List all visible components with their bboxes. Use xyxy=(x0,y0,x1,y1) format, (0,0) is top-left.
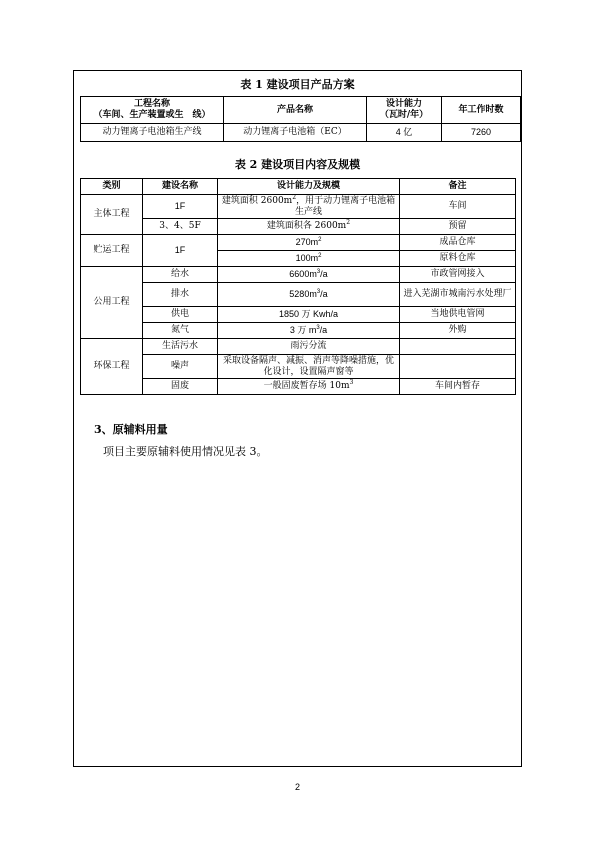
header-remarks: 备注 xyxy=(400,179,516,195)
row-name: 给水 xyxy=(143,267,218,283)
product-table xyxy=(80,96,521,142)
row-note: 车间 xyxy=(400,195,516,219)
row-name: 3、4、5F xyxy=(143,219,218,235)
row-note: 市政管网接入 xyxy=(400,267,516,283)
group-env: 环保工程 xyxy=(81,339,143,395)
section-heading: 3、原辅料用量 xyxy=(94,423,168,436)
row-capacity: 1850 万 Kwh/a xyxy=(218,307,400,323)
row-name: 生活污水 xyxy=(143,339,218,355)
table1-caption: 表 1 建设项目产品方案 xyxy=(240,78,355,91)
header-design-capacity: 设计能力及规模 xyxy=(218,179,400,195)
group-storage: 贮运工程 xyxy=(81,235,143,267)
row-capacity: $270m^2$ xyxy=(218,235,400,251)
row-capacity: $100m^2$ xyxy=(218,251,400,267)
row-note: 车间内暂存 xyxy=(400,379,516,395)
row-note: 当地供电管网 xyxy=(400,307,516,323)
row-name: 1F xyxy=(143,195,218,219)
page-frame xyxy=(73,70,522,767)
header-product-name: 产品名称 xyxy=(224,97,367,124)
cell-project-name: 动力锂离子电池箱生产线 xyxy=(81,124,224,142)
header-category: 类别 xyxy=(81,179,143,195)
row-note xyxy=(400,339,516,355)
row-note: 外购 xyxy=(400,323,516,339)
row-capacity: 雨污分流 xyxy=(218,339,400,355)
group-main: 主体工程 xyxy=(81,195,143,235)
cell-product-name: 动力锂离子电池箱（EC） xyxy=(224,124,367,142)
page-number: 2 xyxy=(294,782,300,792)
cell-work-hours: 7260 xyxy=(442,124,521,142)
row-name: 固废 xyxy=(143,379,218,395)
group-utility: 公用工程 xyxy=(81,267,143,339)
row-name: 排水 xyxy=(143,283,218,307)
header-work-hours: 年工作时数 xyxy=(442,97,521,124)
row-note: 原料仓库 xyxy=(400,251,516,267)
row-name: 1F xyxy=(143,235,218,267)
row-note: 进入芜湖市城南污水处理厂 xyxy=(400,283,516,307)
content-table xyxy=(80,178,516,395)
row-note: 成品仓库 xyxy=(400,235,516,251)
row-capacity: 建筑面积 $2600m^2$，用于动力锂离子电池箱生产线 xyxy=(218,195,400,219)
table2-caption: 表 2 建设项目内容及规模 xyxy=(234,158,361,171)
header-capacity: 设计能力 （瓦时/年） xyxy=(367,97,442,124)
row-capacity: 采取设备隔声、减振、消声等降噪措施，优化设计，设置隔声窗等 xyxy=(218,355,400,379)
body-paragraph: 项目主要原辅料使用情况见表 3。 xyxy=(103,445,268,458)
row-name: 供电 xyxy=(143,307,218,323)
row-capacity: $6600m^3/a$ xyxy=(218,267,400,283)
row-name: 氮气 xyxy=(143,323,218,339)
row-note xyxy=(400,355,516,379)
row-capacity: 一般固废暂存场 $10m^3$ xyxy=(218,379,400,395)
header-project-name: 工程名称 （车间、生产装置或生 线） xyxy=(81,97,224,124)
cell-capacity: 4 亿 xyxy=(367,124,442,142)
row-capacity: $5280m^3/a$ xyxy=(218,283,400,307)
row-capacity: 3 万 $m^3/a$ xyxy=(218,323,400,339)
row-note: 预留 xyxy=(400,219,516,235)
header-construction-name: 建设名称 xyxy=(143,179,218,195)
row-capacity: 建筑面积各 $2600m^2$ xyxy=(218,219,400,235)
row-name: 噪声 xyxy=(143,355,218,379)
